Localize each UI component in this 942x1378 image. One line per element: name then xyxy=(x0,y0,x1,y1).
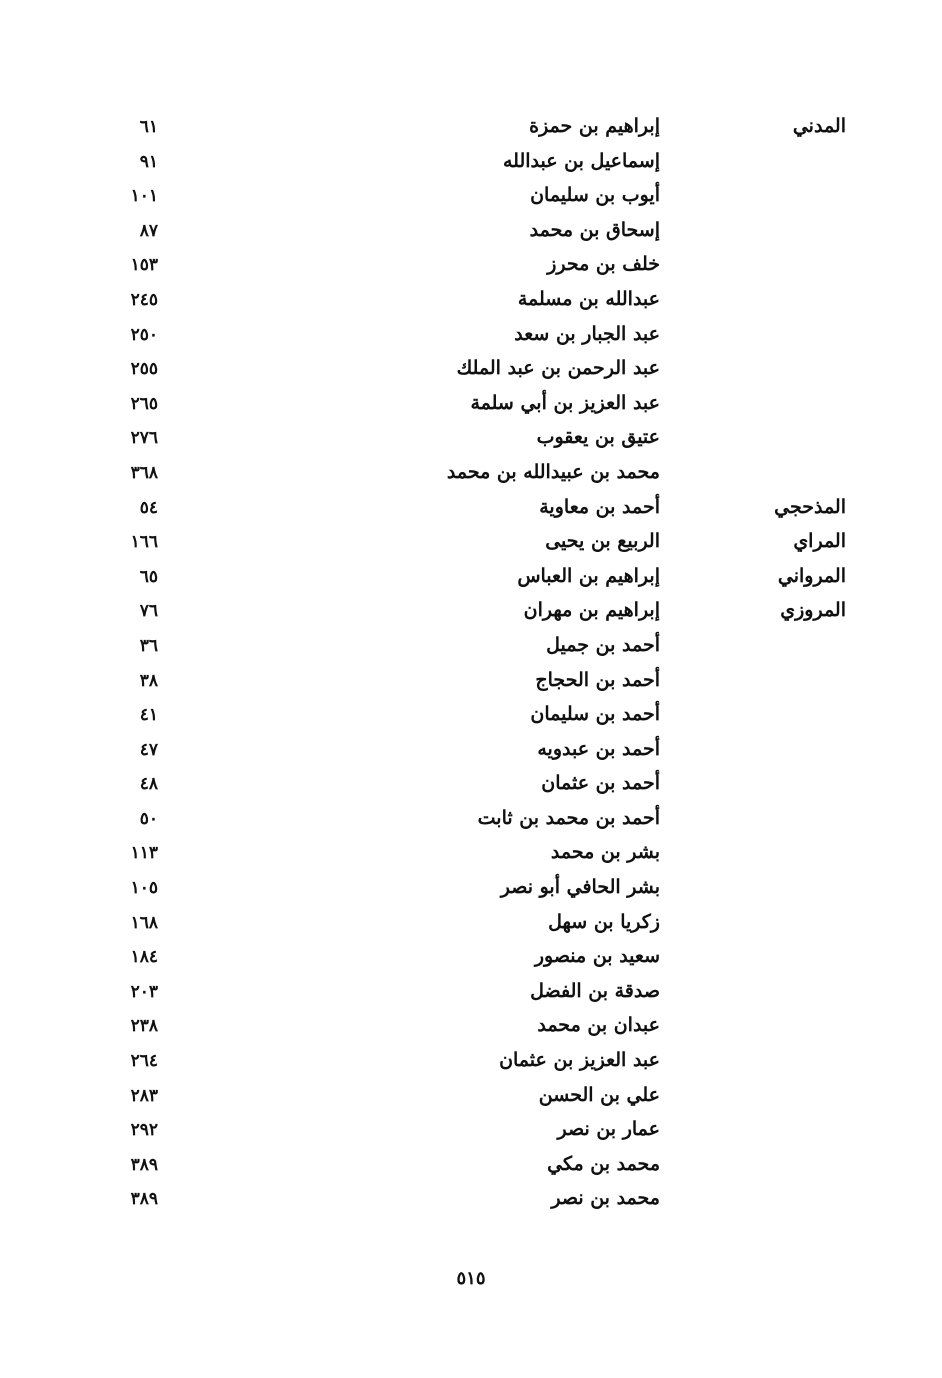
narrator-name: إبراهيم بن العباس xyxy=(517,564,660,587)
index-entry xyxy=(0,943,942,978)
index-entry xyxy=(0,1185,942,1220)
index-entry xyxy=(0,1012,942,1047)
page-reference: ٢٦٤ xyxy=(130,1051,158,1072)
page-reference: ٢٥٠ xyxy=(130,324,158,345)
index-entry xyxy=(0,805,942,840)
index-entry xyxy=(0,113,942,148)
index-entry xyxy=(0,424,942,459)
page-reference: ٢٧٦ xyxy=(130,428,158,449)
page-reference: ١٦٦ xyxy=(130,532,158,553)
nisba-heading: المذحجي xyxy=(774,495,846,518)
narrator-name: عبد الرحمن بن عبد الملك xyxy=(456,357,660,380)
page-reference: ١٠١ xyxy=(130,186,158,207)
index-entry xyxy=(0,355,942,390)
narrator-name: عبد العزيز بن أبي سلمة xyxy=(470,391,660,414)
page-reference: ٢٤٥ xyxy=(130,289,158,310)
narrator-name: إبراهيم بن حمزة xyxy=(529,115,660,137)
narrator-name: إسماعيل بن عبدالله xyxy=(502,149,660,172)
narrator-name: عبدان بن محمد xyxy=(537,1014,660,1037)
narrator-name: إسحاق بن محمد xyxy=(529,218,660,241)
page-reference: ٣٨ xyxy=(139,670,158,691)
page-reference: ٤١ xyxy=(139,705,158,726)
nisba-heading: المراي xyxy=(793,530,846,553)
narrator-name: أحمد بن الحجاج xyxy=(535,668,660,691)
narrator-name: أحمد بن محمد بن ثابت xyxy=(477,806,660,829)
narrator-name: أيوب بن سليمان xyxy=(530,184,660,207)
page-reference: ٢٩٢ xyxy=(130,1120,158,1141)
page-reference: ٢٣٨ xyxy=(130,1016,158,1037)
index-entry xyxy=(0,632,942,667)
index-entry xyxy=(0,978,942,1013)
narrator-name: محمد بن مكي xyxy=(547,1152,660,1175)
narrator-name: محمد بن عبيدالله بن محمد xyxy=(446,460,660,483)
narrator-name: عتيق بن يعقوب xyxy=(536,426,660,449)
index-entry xyxy=(0,251,942,286)
nisba-heading: المرواني xyxy=(777,564,846,587)
narrator-name: علي بن الحسن xyxy=(538,1083,660,1106)
page-reference: ٧٦ xyxy=(139,601,158,622)
narrator-name: أحمد بن عثمان xyxy=(541,772,660,795)
page-reference: ٢٦٥ xyxy=(130,393,158,414)
page-reference: ١٦٨ xyxy=(130,912,158,933)
index-entry xyxy=(0,459,942,494)
page-reference: ٩١ xyxy=(139,151,158,172)
narrator-name: محمد بن نصر xyxy=(551,1187,660,1210)
narrator-name: أحمد بن معاوية xyxy=(539,495,660,518)
index-entry xyxy=(0,390,942,425)
narrator-name: إبراهيم بن مهران xyxy=(523,599,660,622)
narrator-name: أحمد بن عبدويه xyxy=(537,737,660,760)
narrator-name: بشر الحافي أبو نصر xyxy=(500,876,660,899)
index-entry xyxy=(0,148,942,183)
index-entry xyxy=(0,839,942,874)
index-entry xyxy=(0,1116,942,1151)
index-entry xyxy=(0,667,942,702)
page-reference: ١٥٣ xyxy=(130,255,158,276)
page-reference: ٤٧ xyxy=(139,739,158,760)
page-reference: ٣٦ xyxy=(139,635,158,656)
index-entry xyxy=(0,217,942,252)
index-entry xyxy=(0,736,942,771)
index-entry xyxy=(0,1151,942,1186)
index-entry xyxy=(0,528,942,563)
nisba-heading: المدني xyxy=(792,115,846,137)
page-reference: ٢٨٣ xyxy=(130,1085,158,1106)
narrator-name: عمار بن نصر xyxy=(557,1118,660,1141)
narrator-name: أحمد بن سليمان xyxy=(530,703,660,726)
narrator-name: أحمد بن جميل xyxy=(546,633,660,656)
index-entry xyxy=(0,494,942,529)
narrator-name: بشر بن محمد xyxy=(550,841,660,864)
index-entry xyxy=(0,1082,942,1117)
page-reference: ٣٨٩ xyxy=(130,1154,158,1175)
narrator-name: عبد الجبار بن سعد xyxy=(514,322,660,345)
index-entry xyxy=(0,770,942,805)
index-entry xyxy=(0,909,942,944)
page-reference: ٦٥ xyxy=(139,566,158,587)
index-list xyxy=(0,113,942,1220)
index-entry xyxy=(0,321,942,356)
narrator-name: الربيع بن يحيى xyxy=(545,530,660,553)
page-reference: ١٠٥ xyxy=(130,878,158,899)
page-reference: ٥٤ xyxy=(139,497,158,518)
index-entry xyxy=(0,563,942,598)
page-reference: ٢٠٣ xyxy=(130,981,158,1002)
page-reference: ٥٠ xyxy=(139,808,158,829)
narrator-name: سعيد بن منصور xyxy=(534,945,660,968)
index-entry xyxy=(0,874,942,909)
page-reference: ٢٥٥ xyxy=(130,359,158,380)
narrator-name: خلف بن محرز xyxy=(547,253,660,276)
narrator-name: عبد العزيز بن عثمان xyxy=(499,1049,660,1072)
index-entry xyxy=(0,182,942,217)
page-reference: ٣٨٩ xyxy=(130,1189,158,1210)
page-reference: ٤٨ xyxy=(139,774,158,795)
index-entry xyxy=(0,286,942,321)
page-number: ٥١٥ xyxy=(456,1268,486,1289)
page-reference: ٨٧ xyxy=(139,220,158,241)
index-entry xyxy=(0,597,942,632)
narrator-name: عبدالله بن مسلمة xyxy=(517,287,660,310)
index-entry xyxy=(0,1047,942,1082)
index-entry xyxy=(0,701,942,736)
page-reference: ١١٣ xyxy=(130,843,158,864)
nisba-heading: المروزي xyxy=(780,599,846,622)
page-reference: ١٨٤ xyxy=(130,947,158,968)
narrator-name: زكريا بن سهل xyxy=(548,910,660,933)
page-reference: ٦١ xyxy=(139,117,158,137)
page-reference: ٣٦٨ xyxy=(130,462,158,483)
narrator-name: صدقة بن الفضل xyxy=(530,979,660,1002)
